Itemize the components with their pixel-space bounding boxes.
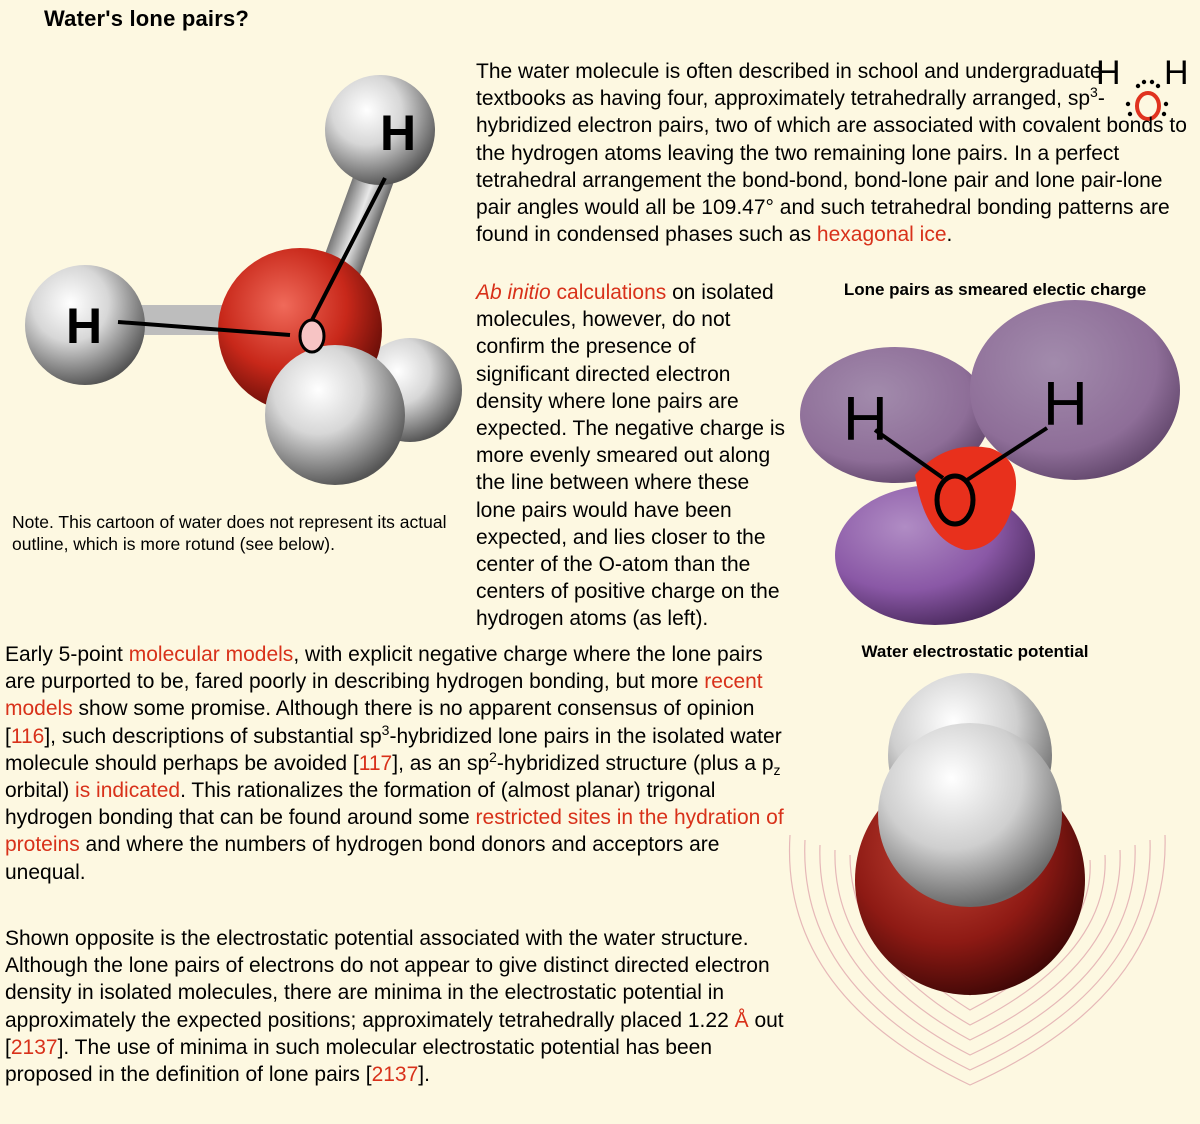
link-recent-models[interactable]: recent models	[5, 670, 763, 721]
link-molecular-models[interactable]: molecular models	[128, 643, 294, 666]
link-hexagonal-ice[interactable]: hexagonal ice	[816, 223, 947, 247]
link-ab-initio[interactable]: Ab initio calculations	[476, 281, 667, 304]
lewis-h1-label: H	[1096, 54, 1121, 92]
lewis-h2-label: H	[1164, 54, 1189, 92]
paragraph-ab-initio: Ab initio calculations on isolated molecules, however, do not confirm the presence of significant directed electron density where lone pairs are expected. The negative charge is more evenly smeared out along the line between where these lone pairs would have been expected, and lies closer to the center of the O-atom than the centers of positive charge on the hydrogen atoms (as left).	[476, 281, 785, 631]
link-is-indicated[interactable]: is indicated	[75, 779, 181, 803]
atom-label-h-left: H	[66, 298, 103, 354]
paragraph-models: Early 5-point molecular models, with explicit negative charge where the lone pairs are purported to be, fared poorly in describing hydrogen bonding, but more recent models show some promise. Although there is no apparent consensus of opinion [116], such descriptions of substantial $sp^3$-hybridized lone pairs in the isolated water molecule should perhaps be avoided [117], as an $sp^2$-hybridized structure (plus a $p_z$ orbital) is indicated. This rationalizes the formation of (almost planar) trigonal hydrogen bonding that can be found around some restricted sites in the hydration of proteins and where the numbers of hydrogen bond donors and acceptors are unequal.	[5, 643, 784, 884]
caption-electrostatic: Water electrostatic potential	[861, 642, 1089, 661]
caption-lone-pairs: Lone pairs as smeared electic charge	[843, 280, 1147, 299]
page-title: Water's lone pairs?	[44, 6, 250, 31]
lone-pairs-charge-image	[795, 300, 1195, 630]
ref-117[interactable]: 117	[358, 751, 393, 775]
ref-2137-b[interactable]: 2137	[371, 1063, 419, 1087]
link-angstrom[interactable]: Å	[734, 1008, 749, 1032]
ref-116[interactable]: 116	[10, 724, 45, 748]
paragraph-intro: The water molecule is often described in school and undergraduate textbooks as having four, approximately tetrahedrally arranged, $sp^3$-hybridized electron pairs, two of which are associated with covalent bonds to the hydrogen atoms leaving the two remaining lone pairs. In a perfect tetrahedral arrangement the bond-bond, bond-lone pair and lone pair-lone pair angles would all be 109.47° and such tetrahedral bonding patterns are found in condensed phases such as hexagonal ice.	[476, 60, 1187, 247]
paragraph-electrostatic: Shown opposite is the electrostatic potential associated with the water structure. Although the lone pairs of electrons do not appear to give distinct directed electron density in isolated molecules, there are minima in the electrostatic potential in approximately the expected positions; approximately tetrahedrally placed 1.22 Å out [2137]. The use of minima in such molecular electrostatic potential has been proposed in the definition of lone pairs [2137].	[5, 927, 784, 1087]
lone-pair-h-left-label: H	[843, 385, 888, 454]
electrostatic-potential-image	[770, 665, 1190, 1105]
ref-2137-a[interactable]: 2137	[10, 1035, 58, 1059]
link-restricted-sites[interactable]: restricted sites in the hydration of proteins	[5, 806, 784, 857]
model-note: Note. This cartoon of water does not represent its actual outline, which is more rotund (see below).	[12, 512, 447, 554]
atom-label-h-top: H	[380, 105, 417, 161]
water-ball-stick-model	[0, 60, 470, 510]
lone-pair-h-right-label: H	[1043, 370, 1088, 439]
